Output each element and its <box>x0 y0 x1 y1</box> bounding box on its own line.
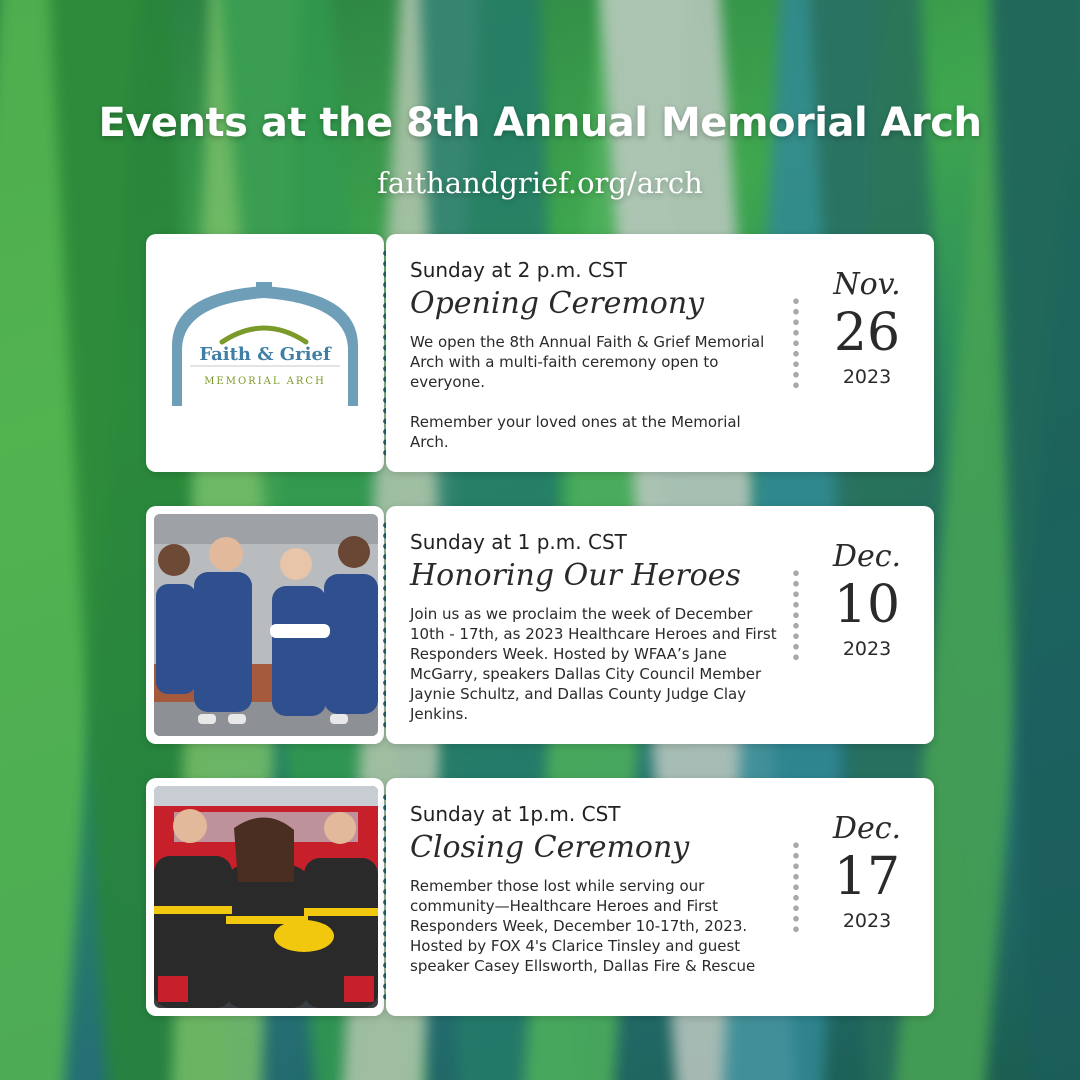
event-info <box>386 506 934 744</box>
event-description-paragraph: Remember your loved ones at the Memorial Arch. <box>410 413 741 451</box>
logo-sub-text: MEMORIAL ARCH <box>204 376 326 387</box>
healthcare-workers-photo <box>154 514 378 736</box>
event-time: Sunday at 2 p.m. CST <box>410 258 627 282</box>
event-date <box>814 268 920 390</box>
event-info <box>386 778 934 1016</box>
event-time: Sunday at 1 p.m. CST <box>410 530 627 554</box>
date-separator <box>792 840 800 934</box>
event-time: Sunday at 1p.m. CST <box>410 802 621 826</box>
logo-name-text: Faith & Grief <box>199 344 331 365</box>
website-url[interactable]: faithandgrief.org/arch <box>377 166 703 200</box>
page-title: Events at the 8th Annual Memorial Arch <box>98 100 982 146</box>
event-info <box>386 234 934 472</box>
event-month: Nov. <box>833 267 901 302</box>
logo-card <box>146 234 384 472</box>
event-year: 2023 <box>842 638 892 660</box>
photo-card <box>146 778 384 1016</box>
event-day: 10 <box>833 575 901 635</box>
event-description-paragraph: Join us as we proclaim the week of December 10th - 17th, as 2023 Healthcare Heroes and First Responders Week. Hosted by WFAA’s Jane McGarry, speakers Dallas City Council Member Jaynie Schultz, and Dallas County Judge Clay Jenkins. <box>410 605 777 723</box>
event-description <box>410 332 780 472</box>
event-description-paragraph: We open the 8th Annual Faith & Grief Memorial Arch with a multi-faith ceremony open to everyone. <box>410 333 765 391</box>
event-description <box>410 604 780 744</box>
date-separator <box>792 296 800 390</box>
event-month: Dec. <box>832 811 902 846</box>
event-year: 2023 <box>842 366 892 388</box>
event-description <box>410 876 780 996</box>
event-name: Closing Ceremony <box>410 830 690 865</box>
event-month: Dec. <box>832 539 902 574</box>
date-separator <box>792 568 800 662</box>
event-day: 17 <box>833 847 901 907</box>
event-year: 2023 <box>842 910 892 932</box>
photo-card <box>146 506 384 744</box>
event-name: Opening Ceremony <box>410 286 705 321</box>
event-day: 26 <box>833 303 901 363</box>
event-date <box>814 540 920 662</box>
event-name: Honoring Our Heroes <box>410 558 741 593</box>
firefighters-photo <box>154 786 378 1008</box>
event-date <box>814 812 920 934</box>
event-description-paragraph: Remember those lost while serving our community—Healthcare Heroes and First Responders Week, December 10-17th, 2023. Hosted by FOX 4's Clarice Tinsley and guest speaker Casey Ellsworth, Dallas Fire & Rescue <box>410 877 756 975</box>
